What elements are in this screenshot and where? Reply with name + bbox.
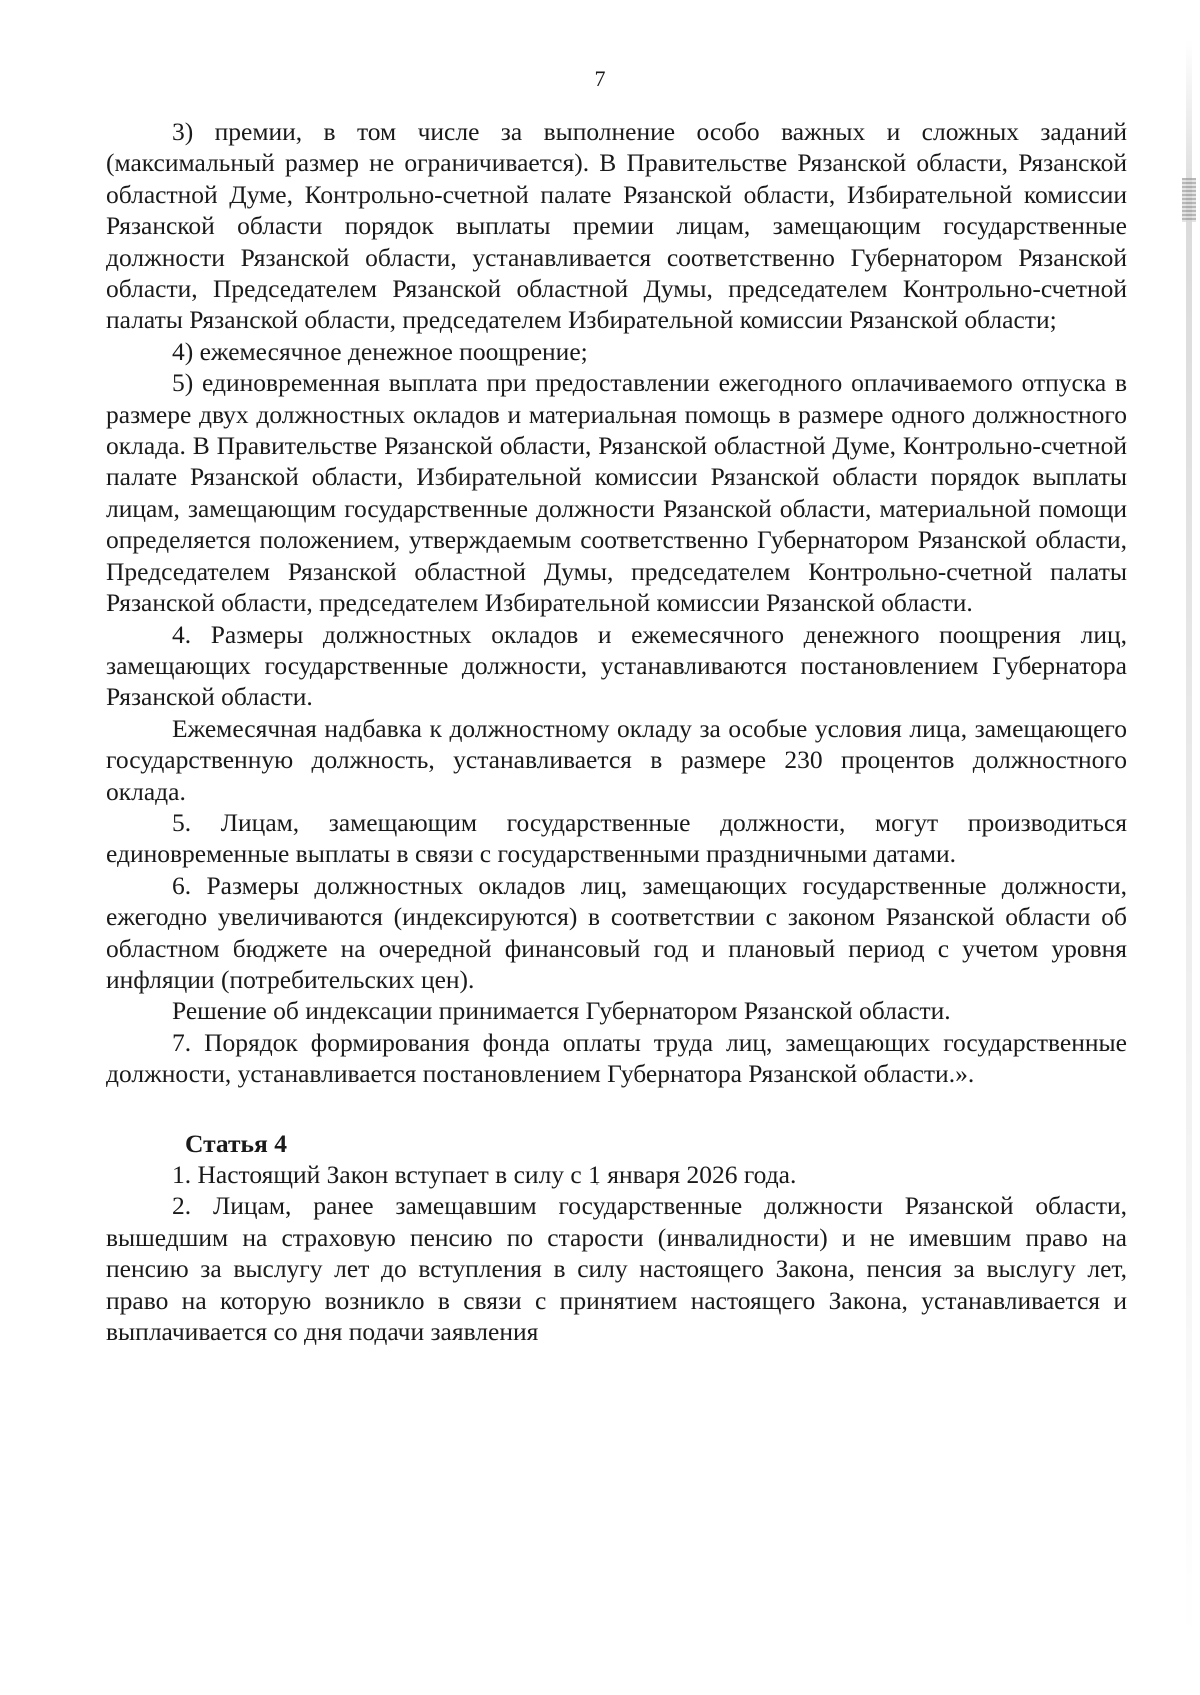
page-number: 7 bbox=[594, 66, 606, 91]
paragraph-pension: 2. Лицам, ранее замещавшим государственные должности Рязанской области, вышедшим на страховую пенсию по старости (инвалидности) и не имевшим право на пенсию за выслугу лет до вступления в силу настоящего Закона, пенсия за выслугу лет, право на которую возникло в связи с принятием настоящего Закона, устанавливается и выплачивается со дня подачи заявления bbox=[106, 1191, 1127, 1347]
paragraph-monthly-bonus: 4) ежемесячное денежное поощрение; bbox=[172, 336, 588, 366]
paragraph-effective-date: 1. Настоящий Закон вступает в силу с 1 января 2026 года. bbox=[172, 1160, 797, 1189]
scan-mark-artifact bbox=[1182, 178, 1196, 222]
paragraph-indexation: 6. Размеры должностных окладов лиц, замещающих государственные должности, ежегодно увеличиваются (индексируются) в соответствии с законом Рязанской области об областном бюджете на очередной финансовый год и плановый период с учетом уровня инфляции (потребительских цен). bbox=[106, 870, 1127, 994]
paragraph-one-time-payment: 5) единовременная выплата при предоставлении ежегодного оплачиваемого отпуска в размере двух должностных окладов и материальная помощь в размере одного должностного оклада. В Правительстве Рязанской области, Рязанской областной Думе, Контрольно-счетной палате Рязанской области, Избирательной комиссии Рязанской области порядок выплаты лицам, замещающим государственные должности Рязанской области, материальной помощи определяется положением, утверждаемым соответственно Губернатором Рязанской области, Председателем Рязанской областной Думы, председателем Контрольно-счетной палаты Рязанской области, председателем Избирательной комиссии Рязанской области. bbox=[106, 368, 1127, 618]
paragraph-monthly-allowance: Ежемесячная надбавка к должностному окладу за особые условия лица, замещающего государственную должность, устанавливается в размере 230 процентов должностного оклада. bbox=[106, 713, 1127, 806]
paragraph-payroll-fund: 7. Порядок формирования фонда оплаты труда лиц, замещающих государственные должности, устанавливается постановлением Губернатора Рязанской области.». bbox=[106, 1027, 1127, 1089]
paragraph-indexation-decision: Решение об индексации принимается Губернатором Рязанской области. bbox=[172, 996, 951, 1026]
paragraph-holiday-payments: 5. Лицам, замещающим государственные должности, могут производиться единовременные выплаты в связи с государственными праздничными датами. bbox=[106, 807, 1127, 869]
document-body bbox=[106, 116, 1127, 1347]
paragraph-bonuses: 3) премии, в том числе за выполнение особо важных и сложных заданий (максимальный размер не ограничивается). В Правительстве Рязанской области, Рязанской областной Думе, Контрольно-счетной палате Рязанской области, Избирательной комиссии Рязанской области порядок выплаты премии лицам, замещающим государственные должности Рязанской области, устанавливается соответственно Губернатором Рязанской области, Председателем Рязанской областной Думы, председателем Контрольно-счетной палаты Рязанской области, председателем Избирательной комиссии Рязанской области; bbox=[106, 117, 1127, 335]
scan-edge-artifact bbox=[1186, 40, 1192, 1640]
article-heading: Статья 4 bbox=[185, 1128, 287, 1158]
paragraph-salary-sizes: 4. Размеры должностных окладов и ежемесячного денежного поощрения лиц, замещающих государственные должности, устанавливаются постановлением Губернатора Рязанской области. bbox=[106, 619, 1127, 712]
